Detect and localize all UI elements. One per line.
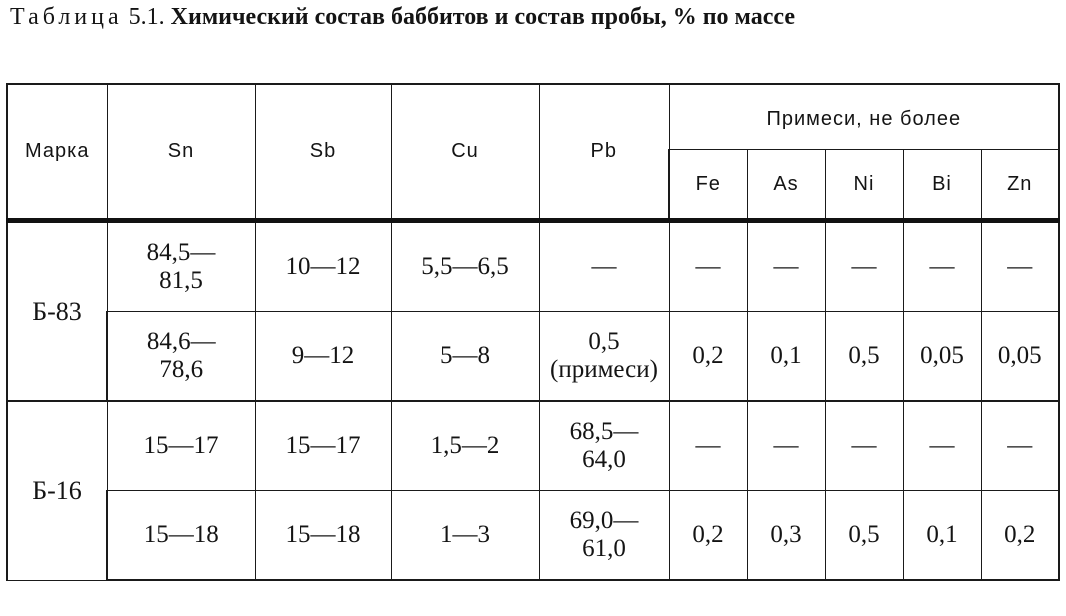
table-label-word: Таблица xyxy=(10,4,123,30)
cu-value-line: 1—3 xyxy=(440,521,490,548)
pb-cell xyxy=(539,401,669,491)
cu-cell xyxy=(391,221,539,312)
pb-value-line: 61,0 xyxy=(582,535,626,562)
sn-value-line: 78,6 xyxy=(159,356,204,383)
sn-value-line: 84,5— xyxy=(146,239,216,266)
babbitt-composition-table-container xyxy=(6,83,1058,581)
sn-value-line: 84,6— xyxy=(146,328,216,355)
ni-cell: — xyxy=(825,221,903,312)
sb-value-line: 10—12 xyxy=(285,253,361,280)
cu-cell xyxy=(391,312,539,402)
header-grade: Марка xyxy=(7,84,107,221)
as-cell: — xyxy=(747,401,825,491)
header-ni: Ni xyxy=(825,150,903,221)
ni-cell: 0,5 xyxy=(825,312,903,402)
grade-cell: Б-83 xyxy=(7,221,107,402)
babbitt-composition-table xyxy=(6,83,1060,581)
cu-value-line: 5,5—6,5 xyxy=(421,253,509,280)
sb-cell xyxy=(255,221,391,312)
as-cell: 0,1 xyxy=(747,312,825,402)
table-row xyxy=(7,401,1059,491)
pb-cell xyxy=(539,312,669,402)
as-cell: 0,3 xyxy=(747,491,825,581)
sn-cell xyxy=(107,312,255,402)
sn-value-line: 15—18 xyxy=(143,521,219,548)
pb-value-line: — xyxy=(591,253,617,280)
sn-value-line: 15—17 xyxy=(143,432,219,459)
sb-value-line: 9—12 xyxy=(291,342,355,369)
sn-value-line: 81,5 xyxy=(159,267,203,294)
table-row xyxy=(7,491,1059,581)
table-row xyxy=(7,221,1059,312)
header-fe: Fe xyxy=(669,150,747,221)
fe-cell: 0,2 xyxy=(669,491,747,581)
pb-value-line: (примеси) xyxy=(550,356,658,383)
zn-cell: — xyxy=(981,401,1059,491)
pb-value-line: 68,5— xyxy=(569,418,639,445)
header-sn: Sn xyxy=(107,84,255,221)
sn-cell xyxy=(107,491,255,581)
fe-cell: — xyxy=(669,401,747,491)
fe-cell: 0,2 xyxy=(669,312,747,402)
cu-value-line: 5—8 xyxy=(440,342,490,369)
sb-value-line: 15—17 xyxy=(285,432,361,459)
pb-value-line: 0,5 xyxy=(588,328,620,355)
zn-cell: 0,2 xyxy=(981,491,1059,581)
ni-cell: — xyxy=(825,401,903,491)
bi-cell: 0,05 xyxy=(903,312,981,402)
sb-cell xyxy=(255,491,391,581)
zn-cell: 0,05 xyxy=(981,312,1059,402)
sn-cell xyxy=(107,221,255,312)
header-bi: Bi xyxy=(903,150,981,221)
sn-cell xyxy=(107,401,255,491)
header-cu: Cu xyxy=(391,84,539,221)
grade-cell: Б-16 xyxy=(7,401,107,580)
header-zn: Zn xyxy=(981,150,1059,221)
ni-cell: 0,5 xyxy=(825,491,903,581)
header-as: As xyxy=(747,150,825,221)
cu-value-line: 1,5—2 xyxy=(430,432,500,459)
header-impurities: Примеси, не более xyxy=(669,84,1059,150)
header-sb: Sb xyxy=(255,84,391,221)
sb-cell xyxy=(255,312,391,402)
zn-cell: — xyxy=(981,221,1059,312)
table-caption xyxy=(10,4,1056,31)
bi-cell: 0,1 xyxy=(903,491,981,581)
pb-value-line: 64,0 xyxy=(582,446,626,473)
pb-value-line: 69,0— xyxy=(569,507,639,534)
table-row xyxy=(7,312,1059,402)
sb-value-line: 15—18 xyxy=(285,521,361,548)
pb-cell xyxy=(539,221,669,312)
table-title: Химический состав баббитов и состав пробы, % по массе xyxy=(170,4,795,30)
fe-cell: — xyxy=(669,221,747,312)
cu-cell xyxy=(391,401,539,491)
as-cell: — xyxy=(747,221,825,312)
bi-cell: — xyxy=(903,401,981,491)
bi-cell: — xyxy=(903,221,981,312)
header-pb: Pb xyxy=(539,84,669,221)
cu-cell xyxy=(391,491,539,581)
pb-cell xyxy=(539,491,669,581)
table-label-number: 5.1. xyxy=(128,4,165,30)
sb-cell xyxy=(255,401,391,491)
